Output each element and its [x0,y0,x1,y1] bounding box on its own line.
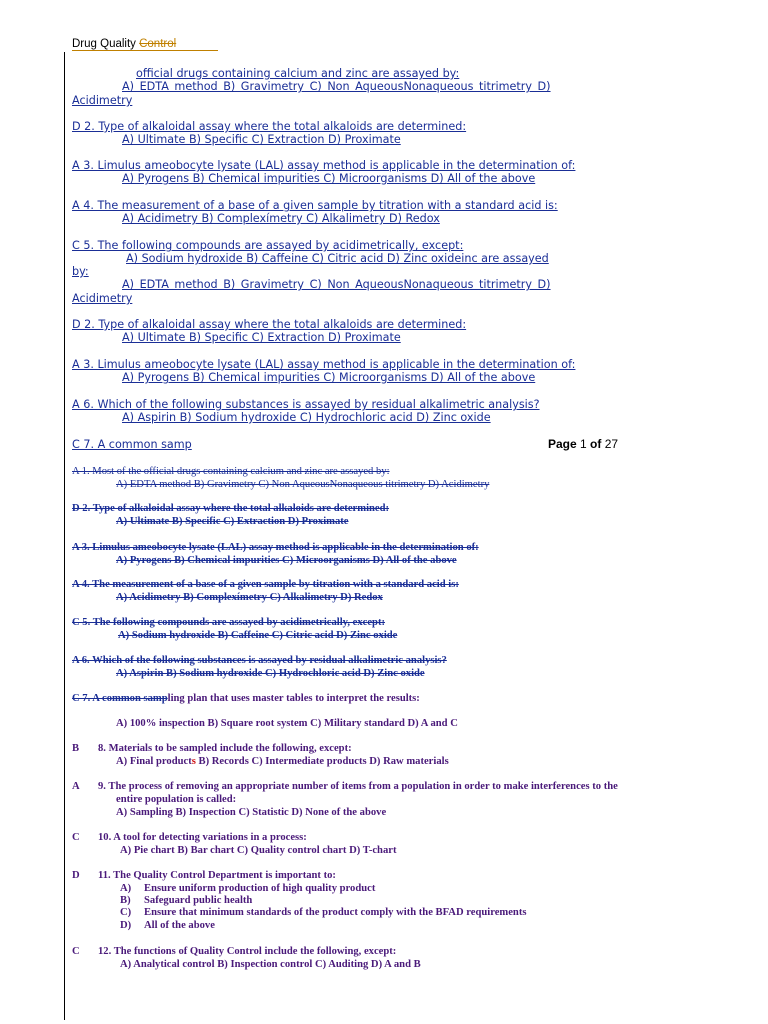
struck-line: A 1. Most of the official drugs containing calcium and zinc are assayed by: [72,466,390,477]
page-word: Page [548,437,581,451]
struck-line: A 6. Which of the following substances is assayed by residual alkalimetric analysis? [72,655,447,666]
text-line: C 5. The following compounds are assayed by acidimetrically, except: [72,239,464,252]
text-line: D 2. Type of alkaloidal assay where the total alkaloids are determined: [72,120,467,133]
page-total: 27 [604,437,619,451]
page-number [548,437,618,451]
text-line: A 6. Which of the following substances is assayed by residual alkalimetric analysis? [72,398,540,411]
text-line: Acidimetry [72,94,133,107]
text-line: A) EDTA method B) Gravimetry C) Non AqueousNonaqueous titrimetry D) [122,80,551,93]
q11-item-letter: D) [120,920,132,931]
struck-line: A 4. The measurement of a base of a given sample by titration with a standard acid is: [72,579,459,590]
header-title: Drug Quality [72,38,140,50]
q9-options: A) Sampling B) Inspection C) Statistic D) None of the above [116,807,387,818]
q11-item [120,907,526,920]
q10-options: A) Pie chart B) Bar chart C) Quality control chart D) T-chart [120,845,397,856]
q10-answer: C [72,832,80,843]
page-header [72,38,176,50]
text-line: D 2. Type of alkaloidal assay where the total alkaloids are determined: [72,318,467,331]
struck-line: A) Pyrogens B) Chemical impurities C) Microorganisms D) All of the above [116,555,457,566]
struck-line: A) Ultimate B) Specific C) Extraction D) Proximate [116,516,349,527]
text-line: A 3. Limulus ameobocyte lysate (LAL) assay method is applicable in the determination of: [72,358,576,371]
q12-text: 12. The functions of Quality Control include the following, except: [98,946,397,957]
text-line: A) Pyrogens B) Chemical impurities C) Microorganisms D) All of the above [122,172,536,185]
of-word: of [586,437,605,451]
question-12 [72,946,396,959]
question-8 [72,743,352,756]
q11-answer: D [72,870,80,881]
q7-struck: C 7. A common samp [72,693,168,704]
q12-options: A) Analytical control B) Inspection control C) Auditing D) A and B [120,959,421,970]
q11-item-text: Safeguard public health [144,895,253,906]
q8-options [116,756,449,769]
q8-opt-rest: B) Records C) Intermediate products D) Raw materials [195,756,449,767]
q8-text: 8. Materials to be sampled include the following, except: [98,743,352,754]
q7-rest: ling plan that uses master tables to interpret the results: [167,693,420,704]
q11-item-letter: C) [120,907,132,918]
q11-item-text: Ensure that minimum standards of the product comply with the BFAD requirements [144,907,527,918]
q11-text: 11. The Quality Control Department is important to: [98,870,336,881]
q12-answer: C [72,946,80,957]
q8-opt-a-red: s [191,756,196,767]
text-line: A) Acidimetry B) Complexímetry C) Alkalimetry D) Redox [122,212,440,225]
text-line: Acidimetry [72,292,133,305]
text-line: A) EDTA method B) Gravimetry C) Non AqueousNonaqueous titrimetry D) [122,278,551,291]
struck-line: D 2. Type of alkaloidal assay where the total alkaloids are determined: [72,503,390,514]
header-underline [72,50,218,51]
q11-item-text: All of the above [144,920,215,931]
struck-line: A) EDTA method B) Gravimetry C) Non AqueousNonaqueous titrimetry D) Acidimetry [116,479,490,490]
q9-text: 9. The process of removing an appropriate number of items from a population in order to make interferences to the [98,781,618,792]
struck-line: A 3. Limulus ameobocyte lysate (LAL) assay method is applicable in the determination of: [72,542,479,553]
q11-item [120,895,252,908]
q9-text-cont: entire population is called: [116,794,237,805]
text-line: A) Aspirin B) Sodium hydroxide C) Hydrochloric acid D) Zinc oxide [122,411,491,424]
q8-opt-a: A) Final product [116,756,192,767]
text-line: A 3. Limulus ameobocyte lysate (LAL) assay method is applicable in the determination of: [72,159,576,172]
question-7 [72,693,420,706]
q7-options: A) 100% inspection B) Square root system C) Military standard D) A and C [116,718,458,729]
q10-text: 10. A tool for detecting variations in a process: [98,832,307,843]
text-line: A) Ultimate B) Specific C) Extraction D) Proximate [122,331,401,344]
header-inserted-text: Control [139,38,177,50]
struck-line: C 5. The following compounds are assayed by acidimetrically, except: [72,617,386,628]
q11-item [120,920,215,933]
text-line: official drugs containing calcium and zinc are assayed by: [136,67,460,80]
change-bar [64,52,65,1020]
struck-line: A) Sodium hydroxide B) Caffeine C) Citric acid D) Zinc oxide [118,630,398,641]
text-line: A) Ultimate B) Specific C) Extraction D) Proximate [122,133,401,146]
page-num: 1 [580,437,587,451]
question-10 [72,832,307,845]
struck-line: A) Aspirin B) Sodium hydroxide C) Hydrochloric acid D) Zinc oxide [116,668,425,679]
q11-item-letter: A) [120,883,132,894]
text-line: A 4. The measurement of a base of a given sample by titration with a standard acid is: [72,199,558,212]
question-9 [72,781,618,794]
text-line: A) Pyrogens B) Chemical impurities C) Microorganisms D) All of the above [122,371,536,384]
text-line: by: [72,265,89,278]
text-line: A) Sodium hydroxide B) Caffeine C) Citric acid D) Zinc oxideinc are assayed [126,252,549,265]
q9-answer: A [72,781,80,792]
q11-item [120,883,375,896]
struck-line: A) Acidimetry B) Complexímetry C) Alkalimetry D) Redox [116,592,383,603]
q11-item-letter: B) [120,895,131,906]
q8-answer: B [72,743,80,754]
q11-item-text: Ensure uniform production of high quality product [144,883,376,894]
text-line: C 7. A common samp [72,438,192,451]
question-11 [72,870,336,883]
